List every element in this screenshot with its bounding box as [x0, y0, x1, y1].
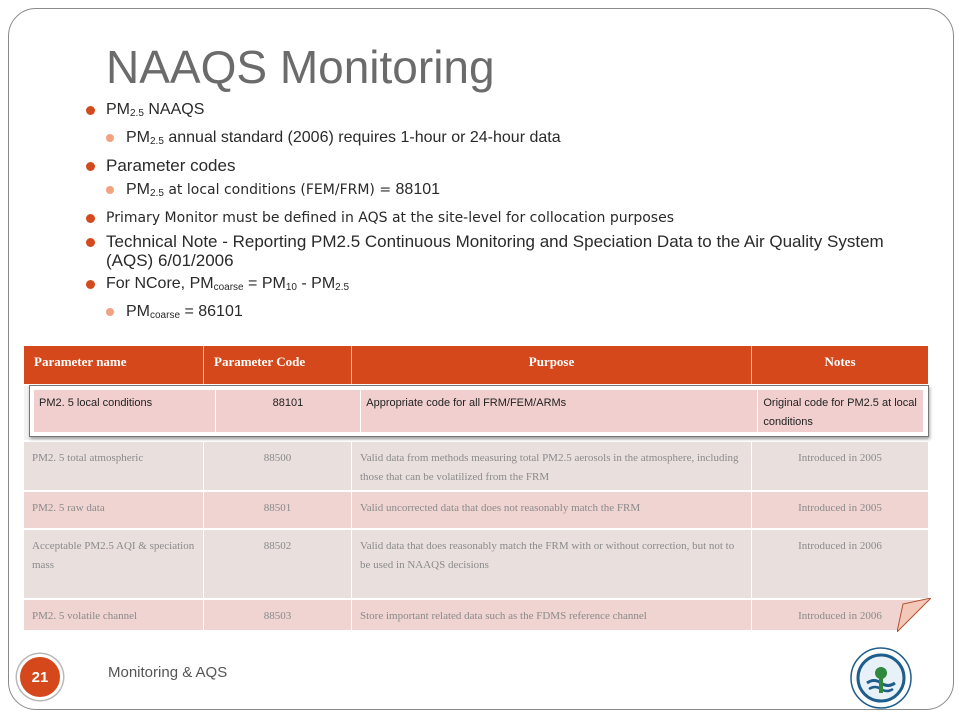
cell-notes: Original code for PM2.5 at local conditions	[758, 390, 924, 432]
cell-code: 88500	[204, 442, 352, 490]
bullet-text: annual standard (2006) requires 1-hour or 24-hour data	[163, 129, 561, 146]
cell-notes: Introduced in 2005	[798, 452, 882, 464]
cell-purpose: Valid data from methods measuring total PM2.5 aerosols in the atmosphere, including those that can be volatilized from the FRM	[352, 442, 752, 490]
bullet-text: PM	[126, 181, 150, 198]
bullet-text: PM	[106, 101, 130, 118]
bullet-text: For NCore, PM	[106, 275, 214, 292]
slide-title: NAAQS Monitoring	[106, 41, 495, 93]
cell-code: 88503	[204, 600, 352, 630]
header-notes: Notes	[824, 354, 856, 369]
cell-purpose: Valid uncorrected data that does not reasonably match the FRM	[352, 492, 752, 528]
bullet-pm25-naaqs	[86, 100, 926, 124]
bullet-code: 86101	[198, 303, 243, 320]
cell-notes: Introduced in 2005	[798, 502, 882, 514]
bullet-text: Technical Note - Reporting PM2.5 Continuous Monitoring and Speciation Data to the Air Quality System (AQS) 6/01/2006	[106, 232, 884, 270]
bullet-text: Parameter codes	[106, 156, 236, 175]
page-number-badge: 21	[17, 654, 63, 700]
bullet-technical-note	[86, 232, 926, 270]
footer-text: Monitoring & AQS	[108, 664, 228, 681]
bullet-text: PM	[126, 303, 150, 320]
bullet-pm-coarse	[106, 302, 926, 326]
highlighted-row	[34, 390, 924, 432]
cell-purpose: Appropriate code for all FRM/FEM/ARMs	[361, 390, 758, 432]
cell-name: PM2. 5 volatile channel	[24, 600, 204, 630]
bullet-code: 88101	[395, 181, 441, 198]
cell-name: Acceptable PM2.5 AQI & speciation mass	[24, 530, 204, 598]
bullet-text: Primary Monitor must be defined in AQS at the site-level for collocation purposes	[106, 210, 674, 226]
subscript: 2.5	[335, 282, 350, 293]
subscript: 2.5	[130, 108, 144, 119]
cell-name: PM2. 5 total atmospheric	[24, 442, 204, 490]
subscript: 10	[285, 282, 297, 293]
bullet-text: =	[180, 303, 199, 320]
table-row	[24, 490, 928, 528]
table-row	[24, 598, 928, 630]
header-purpose: Purpose	[352, 346, 752, 384]
header-parameter-code: Parameter Code	[204, 346, 352, 384]
subscript: 2.5	[150, 136, 164, 147]
subscript: 2.5	[150, 188, 164, 199]
table-header-row	[24, 346, 928, 384]
bullet-parameter-codes	[86, 156, 926, 176]
bullet-primary-monitor	[86, 208, 926, 228]
cell-code: 88502	[204, 530, 352, 598]
cell-code: 88501	[204, 492, 352, 528]
cell-code: 88101	[216, 390, 362, 432]
cell-purpose: Valid data that does reasonably match the FRM with or without correction, but not to be used in NAAQS decisions	[352, 530, 752, 598]
cell-notes: Introduced in 2006	[798, 540, 882, 552]
table-row	[24, 440, 928, 490]
bullet-list	[86, 100, 926, 330]
bullet-text: at local conditions (FEM/FRM) =	[163, 182, 396, 198]
epa-seal-icon	[850, 647, 912, 709]
bullet-text: NAAQS	[143, 101, 205, 118]
highlighted-row-callout	[29, 385, 929, 437]
cell-name: PM2. 5 local conditions	[34, 390, 216, 432]
subscript: coarse	[213, 282, 244, 293]
cell-name: PM2. 5 raw data	[24, 492, 204, 528]
bullet-annual-standard	[106, 128, 926, 152]
table-row	[24, 528, 928, 598]
cell-purpose: Store important related data such as the FDMS reference channel	[352, 600, 752, 630]
bullet-ncore	[86, 274, 926, 298]
bullet-text: - PM	[296, 275, 336, 292]
header-parameter-name: Parameter name	[24, 346, 204, 384]
bullet-text: PM	[126, 129, 150, 146]
page-curl-icon	[897, 598, 931, 632]
bullet-text: = PM	[243, 275, 286, 292]
cell-notes: Introduced in 2006	[798, 610, 882, 622]
bullet-local-conditions	[106, 180, 926, 204]
subscript: coarse	[150, 310, 181, 321]
